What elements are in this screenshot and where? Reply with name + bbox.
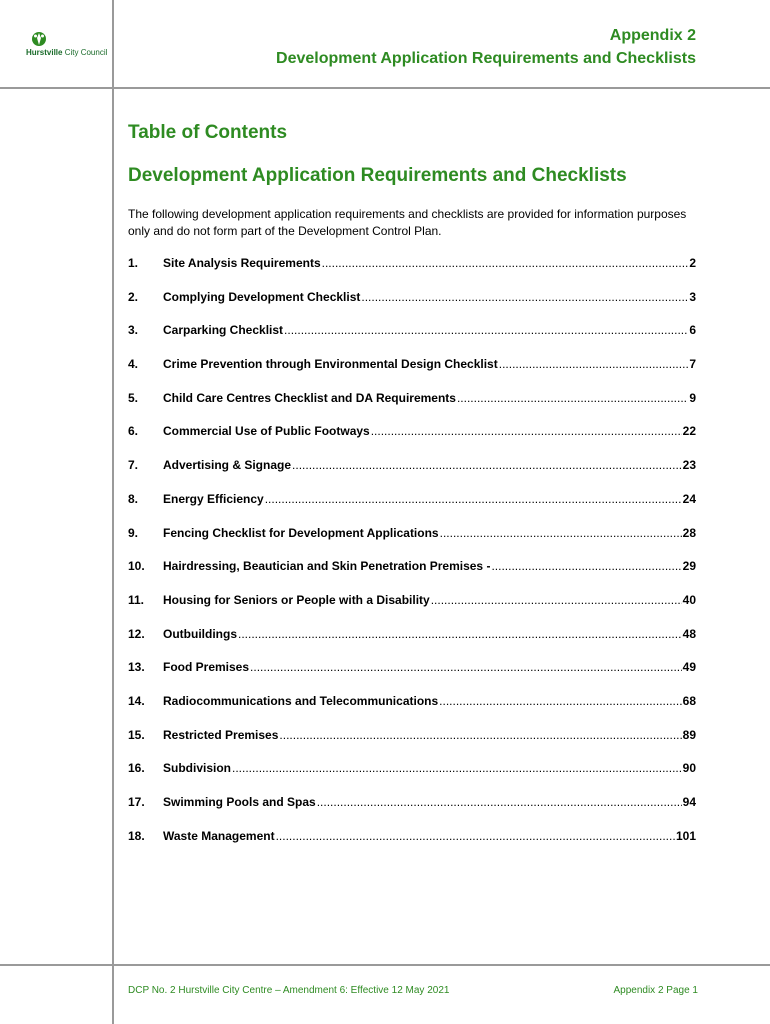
toc-entry[interactable] bbox=[128, 526, 696, 560]
toc-entry-title[interactable]: Advertising & Signage bbox=[163, 458, 292, 473]
toc-entry[interactable] bbox=[128, 660, 696, 694]
toc-entry-page: 28 bbox=[682, 525, 696, 540]
toc-entry-title[interactable]: Site Analysis Requirements bbox=[163, 256, 321, 270]
section-title: Development Application Requirements and Checklists bbox=[128, 165, 627, 186]
toc-entry-title[interactable]: Outbuildings bbox=[163, 626, 237, 641]
toc-entry-title[interactable]: Food Premises bbox=[163, 660, 250, 675]
toc-entry-page: 90 bbox=[682, 761, 696, 776]
toc-entry-title[interactable]: Swimming Pools and Spas bbox=[163, 795, 316, 809]
toc-entry-page: 40 bbox=[682, 592, 696, 607]
toc-leader-dots bbox=[371, 424, 682, 438]
toc-entry-page: 49 bbox=[682, 660, 696, 675]
toc-leader-dots bbox=[276, 829, 675, 843]
toc-entry-number: 12. bbox=[128, 626, 145, 641]
toc-leader-dots bbox=[317, 795, 682, 809]
toc-leader-dots bbox=[440, 526, 682, 540]
toc-leader-dots bbox=[457, 391, 688, 405]
toc-entry-number: 16. bbox=[128, 761, 145, 776]
toc-entry-page: 23 bbox=[682, 458, 696, 473]
appendix-number: Appendix 2 bbox=[609, 27, 696, 44]
toc-leader-dots bbox=[499, 357, 689, 371]
footer-document-info: DCP No. 2 Hurstville City Centre – Amendment 6: Effective 12 May 2021 bbox=[128, 985, 450, 996]
toc-entry-page: 94 bbox=[682, 795, 696, 809]
header-rule bbox=[0, 87, 770, 89]
toc-entry[interactable] bbox=[128, 728, 696, 762]
toc-entry[interactable] bbox=[128, 357, 696, 391]
toc-entry-number: 4. bbox=[128, 357, 139, 372]
toc-leader-dots bbox=[439, 694, 681, 708]
toc-entry-number: 3. bbox=[128, 323, 139, 338]
toc-entry-title[interactable]: Complying Development Checklist bbox=[163, 289, 361, 304]
toc-entry[interactable] bbox=[128, 795, 696, 829]
toc-entry-title[interactable]: Subdivision bbox=[163, 761, 232, 776]
toc-entry[interactable] bbox=[128, 323, 696, 357]
toc-entry-page: 6 bbox=[689, 323, 696, 338]
toc-leader-dots bbox=[279, 728, 681, 742]
toc-list bbox=[128, 256, 696, 862]
toc-entry-page: 9 bbox=[689, 390, 696, 405]
toc-entry-page: 68 bbox=[682, 693, 696, 708]
toc-entry-number: 6. bbox=[128, 424, 139, 439]
toc-leader-dots bbox=[238, 627, 682, 641]
toc-entry-number: 13. bbox=[128, 660, 145, 675]
toc-entry[interactable] bbox=[128, 559, 696, 593]
toc-entry-number: 8. bbox=[128, 491, 139, 506]
toc-entry[interactable] bbox=[128, 391, 696, 425]
toc-leader-dots bbox=[361, 290, 688, 304]
toc-leader-dots bbox=[322, 256, 689, 270]
toc-entry-page: 3 bbox=[689, 289, 696, 304]
toc-entry-page: 2 bbox=[689, 256, 696, 270]
toc-entry[interactable] bbox=[128, 256, 696, 290]
footer-page-number: Appendix 2 Page 1 bbox=[613, 985, 698, 996]
toc-leader-dots bbox=[250, 660, 682, 674]
toc-entry-page: 89 bbox=[682, 727, 696, 742]
toc-entry-title[interactable]: Housing for Seniors or People with a Disability bbox=[163, 592, 430, 607]
toc-entry-number: 10. bbox=[128, 559, 145, 574]
toc-entry-number: 1. bbox=[128, 256, 139, 270]
toc-entry[interactable] bbox=[128, 424, 696, 458]
toc-leader-dots bbox=[431, 593, 682, 607]
toc-entry-page: 29 bbox=[682, 559, 696, 574]
toc-entry-number: 2. bbox=[128, 289, 139, 304]
toc-entry-title[interactable]: Waste Management bbox=[163, 828, 275, 843]
toc-entry-number: 15. bbox=[128, 727, 145, 742]
toc-entry-page: 7 bbox=[689, 357, 696, 372]
council-logo-icon bbox=[30, 30, 48, 48]
toc-entry-number: 17. bbox=[128, 795, 145, 809]
toc-entry-page: 22 bbox=[682, 424, 696, 439]
toc-entry[interactable] bbox=[128, 694, 696, 728]
toc-entry-title[interactable]: Hairdressing, Beautician and Skin Penetration Premises - bbox=[163, 559, 491, 574]
toc-title: Table of Contents bbox=[128, 122, 288, 143]
toc-entry-number: 9. bbox=[128, 525, 139, 540]
footer-rule bbox=[0, 964, 770, 966]
toc-entry[interactable] bbox=[128, 290, 696, 324]
council-logo bbox=[26, 30, 110, 60]
logo-text: Hurstville City Council bbox=[26, 48, 108, 57]
toc-entry[interactable] bbox=[128, 761, 696, 795]
toc-leader-dots bbox=[265, 492, 682, 506]
toc-entry-page: 48 bbox=[682, 626, 696, 641]
toc-leader-dots bbox=[491, 559, 681, 573]
toc-entry-title[interactable]: Fencing Checklist for Development Applications bbox=[163, 525, 439, 540]
toc-entry[interactable] bbox=[128, 492, 696, 526]
toc-entry-title[interactable]: Energy Efficiency bbox=[163, 491, 264, 506]
toc-entry-page: 24 bbox=[682, 491, 696, 506]
toc-entry-page: 101 bbox=[675, 828, 696, 843]
toc-entry-number: 5. bbox=[128, 390, 139, 405]
toc-leader-dots bbox=[232, 761, 682, 775]
toc-entry-title[interactable]: Crime Prevention through Environmental Design Checklist bbox=[163, 357, 498, 372]
toc-entry-title[interactable]: Child Care Centres Checklist and DA Requirements bbox=[163, 390, 456, 405]
toc-leader-dots bbox=[284, 323, 688, 337]
toc-entry-number: 7. bbox=[128, 458, 139, 473]
toc-entry-number: 14. bbox=[128, 693, 145, 708]
toc-entry-title[interactable]: Commercial Use of Public Footways bbox=[163, 424, 370, 439]
intro-paragraph: The following development application requirements and checklists are provided for information purposes only and do not form part of the Development Control Plan. bbox=[128, 207, 687, 238]
left-margin-rule bbox=[112, 0, 114, 1024]
toc-entry-number: 18. bbox=[128, 828, 145, 843]
toc-entry[interactable] bbox=[128, 627, 696, 661]
toc-entry[interactable] bbox=[128, 593, 696, 627]
toc-entry[interactable] bbox=[128, 829, 696, 863]
appendix-heading bbox=[276, 24, 696, 70]
toc-entry-title[interactable]: Carparking Checklist bbox=[163, 323, 284, 338]
toc-entry-title[interactable]: Restricted Premises bbox=[163, 727, 279, 742]
appendix-title: Development Application Requirements and Checklists bbox=[276, 50, 696, 67]
toc-entry[interactable] bbox=[128, 458, 696, 492]
toc-leader-dots bbox=[292, 458, 682, 472]
toc-entry-number: 11. bbox=[128, 592, 145, 607]
toc-entry-title[interactable]: Radiocommunications and Telecommunications bbox=[163, 693, 439, 708]
